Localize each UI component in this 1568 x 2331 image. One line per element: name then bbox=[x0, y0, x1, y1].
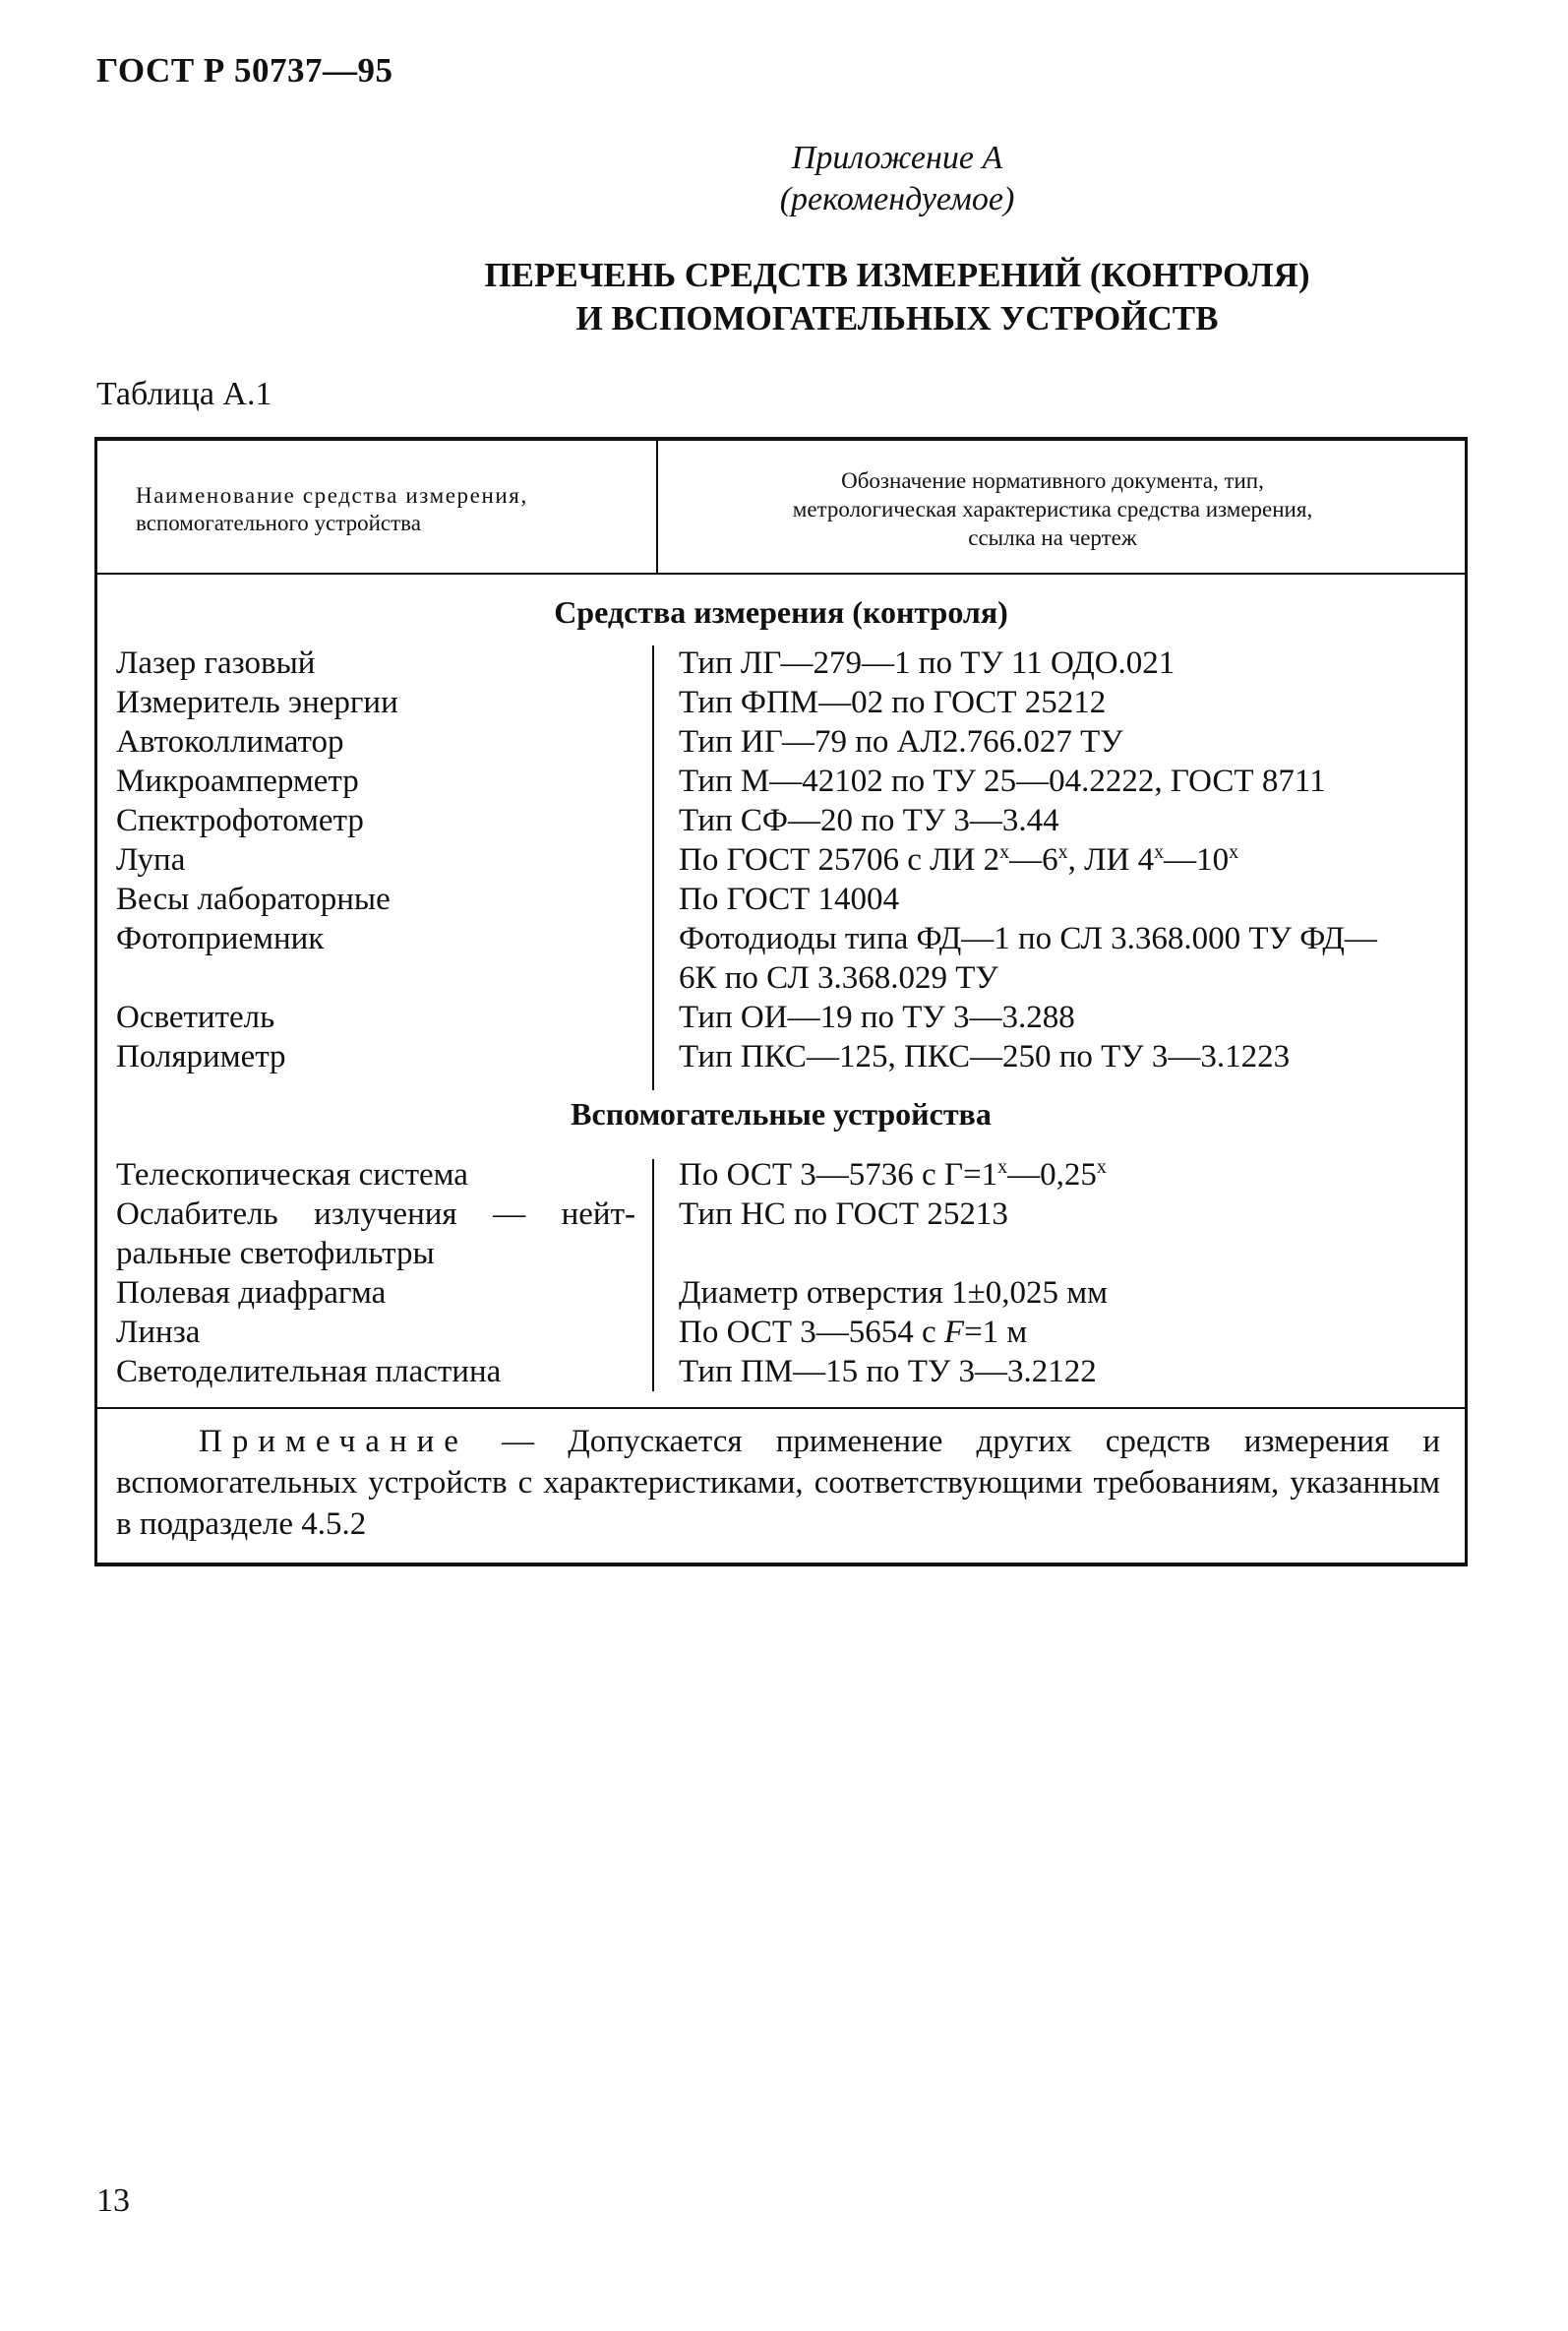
table-row-name: Полевая диафрагма bbox=[116, 1275, 387, 1311]
table-row-spec: По ОСТ 3—5736 с $Г=1^х—0,25^х$ bbox=[679, 1156, 1107, 1193]
appendix-heading bbox=[0, 138, 1568, 220]
table-row-name: Лупа bbox=[116, 842, 186, 878]
page-number: 13 bbox=[96, 2182, 130, 2219]
appendix-status: (рекомендуемое) bbox=[779, 181, 1015, 217]
page-title bbox=[0, 254, 1568, 340]
column-header-spec-line-1: Обозначение нормативного документа, тип, bbox=[841, 468, 1264, 493]
table-row-spec: Тип ОИ—19 по ТУ 3—3.288 bbox=[679, 1000, 1075, 1035]
table-row-name: Автоколлиматор bbox=[116, 724, 344, 760]
column-header-spec-line-2: метрологическая характеристика средства измерения, bbox=[792, 497, 1313, 521]
table-row-spec: Фотодиоды типа ФД—1 по СЛ 3.368.000 ТУ ФД— bbox=[679, 921, 1377, 956]
table-label: Таблица А.1 bbox=[96, 376, 272, 412]
header-divider bbox=[94, 573, 1468, 575]
title-line-2: И ВСПОМОГАТЕЛЬНЫХ УСТРОЙСТВ bbox=[575, 299, 1219, 337]
table-row-spec: Тип ЛГ—279—1 по ТУ 11 ОДО.021 bbox=[679, 645, 1176, 681]
table-row-spec: Тип М—42102 по ТУ 25—04.2222, ГОСТ 8711 bbox=[679, 764, 1326, 799]
column-divider-auxiliary bbox=[652, 1159, 654, 1391]
note-text: — Допускается применение других средств измерения и вспомогательных устройств с характеристиками, соответствующими требованиям, указанным в подразделе 4.5.2 bbox=[116, 1424, 1440, 1542]
table-row-name: Лазер газовый bbox=[116, 645, 316, 681]
table-row-name: Весы лабораторные bbox=[116, 882, 391, 917]
table-row-spec: По ГОСТ 14004 bbox=[679, 882, 899, 917]
document-code: ГОСТ Р 50737—95 bbox=[96, 51, 393, 90]
note-label: Примечание bbox=[199, 1424, 468, 1459]
table-row-spec-continued: 6К по СЛ 3.368.029 ТУ bbox=[679, 960, 998, 996]
table-row-name: Измеритель энергии bbox=[116, 685, 398, 720]
table-row-name: Фотоприемник bbox=[116, 921, 325, 956]
table-row-spec: Тип ИГ—79 по АЛ2.766.027 ТУ bbox=[679, 724, 1123, 760]
appendix-name: Приложение А bbox=[791, 140, 1003, 176]
table-row-name: Светоделительная пластина bbox=[116, 1354, 502, 1389]
column-header-name-line-2: вспомогательного устройства bbox=[136, 511, 421, 535]
table-row-spec: Тип ПКС—125, ПКС—250 по ТУ 3—3.1223 bbox=[679, 1039, 1291, 1074]
table-row-name: Ослабитель излучения — нейт- bbox=[116, 1196, 635, 1232]
table-row-spec: По ОСТ 3—5654 с F=1 м bbox=[679, 1315, 1028, 1350]
table-row-spec: Тип СФ—20 по ТУ 3—3.44 bbox=[679, 803, 1059, 838]
column-divider-measurement bbox=[652, 645, 654, 1090]
column-header-name-line-1: Наименование средства измерения, bbox=[136, 483, 528, 508]
table-row-spec: Тип ФПМ—02 по ГОСТ 25212 bbox=[679, 685, 1107, 720]
section-title-measurement: Средства измерения (контроля) bbox=[554, 594, 1008, 630]
table-row-name: Спектрофотометр bbox=[116, 803, 364, 838]
table-row-spec: По ГОСТ 25706 с ЛИ $2^х—6^х$, ЛИ $4^х—10^х$ bbox=[679, 841, 1239, 878]
column-header-spec bbox=[659, 466, 1446, 552]
note-divider bbox=[94, 1407, 1468, 1409]
column-header-name bbox=[136, 482, 628, 537]
header-column-divider bbox=[656, 439, 658, 573]
table-note bbox=[116, 1421, 1440, 1545]
table-row-spec: Тип НС по ГОСТ 25213 bbox=[679, 1196, 1008, 1232]
table-row-spec: Диаметр отверстия 1±0,025 мм bbox=[679, 1275, 1108, 1311]
column-header-spec-line-3: ссылка на чертеж bbox=[968, 525, 1137, 550]
table-row-name: Поляриметр bbox=[116, 1039, 286, 1074]
table-row-name-continued: ральные светофильтры bbox=[116, 1236, 435, 1271]
table-row-spec: Тип ПМ—15 по ТУ 3—3.2122 bbox=[679, 1354, 1097, 1389]
table-row-name: Телескопическая система bbox=[116, 1157, 468, 1193]
title-line-1: ПЕРЕЧЕНЬ СРЕДСТВ ИЗМЕРЕНИЙ (КОНТРОЛЯ) bbox=[484, 256, 1310, 294]
table-row-name: Линза bbox=[116, 1315, 201, 1350]
section-title-auxiliary: Вспомогательные устройства bbox=[571, 1096, 992, 1132]
table-row-name: Осветитель bbox=[116, 1000, 275, 1035]
table-row-name: Микроамперметр bbox=[116, 764, 359, 799]
